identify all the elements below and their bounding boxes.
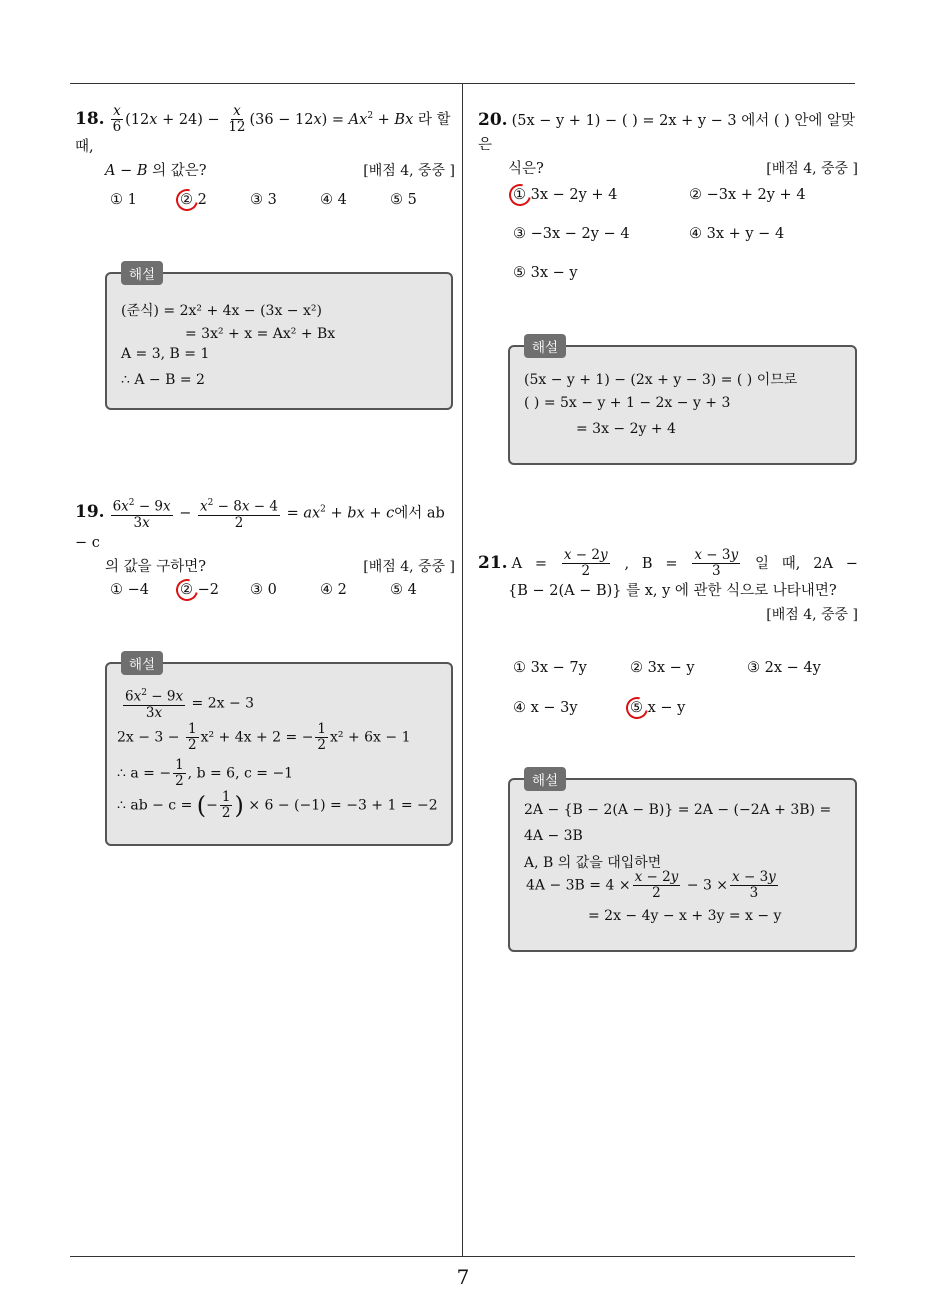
choice-1[interactable]: ① −4 [110,582,149,598]
choice-3[interactable]: ③ −3x − 2y − 4 [513,226,630,242]
stem-line2: 식은? [508,161,544,177]
choice-3[interactable]: ③ 3 [250,192,277,208]
solution-line: 2x − 3 − $\frac{1}{2}$ x² + 4x + 2 = − $\frac{1}{2}$ x² + 6x − 1 [117,721,411,753]
question-number: 21. [478,553,508,573]
question-21-stem: 21. A = $\frac{x - 2y}{2}$ , B = $\frac{x - 3y}{3}$ 일 때, 2A − [478,547,858,579]
score-label: [배점 4, 중중 ] [363,163,455,180]
solution-line: (5x − y + 1) − (2x + y − 3) = ( ) 이므로 [524,372,798,388]
answer-circle-mark [172,575,202,605]
solution-line: A = 3, B = 1 [121,346,210,362]
stem-line2: 의 값을 구하면? [105,558,207,575]
answer-circle-mark [505,180,535,210]
solution-line: 2A − {B − 2(A − B)} = 2A − (−2A + 3B) = [524,802,832,818]
choice-4[interactable]: ④ 4 [320,192,347,208]
solution-line: = 2x − 4y − x + 3y = x − y [588,908,782,924]
choice-5[interactable]: ⑤ 4 [390,582,417,598]
solution-tag: 해설 [121,651,163,675]
solution-line: ∴ ab − c = (− $\frac{1}{2}$ ) × 6 − (−1) = −3 + 1 = −2 [117,789,438,821]
question-20-stem: (5x − y + 1) − ( ) = 2x + y − 3 에서 ( ) 안에 알맞은 [478,113,856,153]
choice-4[interactable]: ④ 3x + y − 4 [689,226,785,242]
stem-tail: 에서 ab − c [75,505,445,551]
choice-1[interactable]: ① 3x − 2y + 4 [513,187,617,203]
question-number: 20. [478,110,508,130]
choice-3[interactable]: ③ 0 [250,582,277,598]
choice-1[interactable]: ① 1 [110,192,137,208]
answer-circle-mark [172,185,202,215]
solution-line: = 3x − 2y + 4 [576,421,676,437]
choice-2[interactable]: ② 2 [180,192,207,208]
solution-line: 4A − 3B = 4 × $\frac{x - 2y}{2}$ − 3 × $\frac{x - 3y}{3}$ [526,869,776,901]
solution-line: $\frac{6x^2 - 9x}{3x}$ = 2x − 3 [125,688,255,721]
question-number: 19. [75,502,105,523]
solution-tag: 해설 [121,261,163,285]
choice-2[interactable]: ② −3x + 2y + 4 [689,187,806,203]
choice-5[interactable]: ⑤ 3x − y [513,265,578,281]
solution-tag: 해설 [524,334,566,358]
question-number: 18. [75,108,105,129]
choice-5[interactable]: ⑤ 5 [390,192,417,208]
solution-line: 4A − 3B [524,828,583,844]
solution-line: ( ) = 5x − y + 1 − 2x − y + 3 [524,395,731,411]
question-18: 18. $\frac{x}{6}$ (12x + 24) − $\frac{x}{12}$ $(36 - 12x) = Ax^2 + Bx$ 라 할 때, A − B 의 값은? [배점 4, 중중 ] [75,104,455,183]
score-label: [배점 4, 중중 ] [766,161,858,177]
question-19 [75,496,455,579]
question-19-stem: 19. $\frac{6x^2 - 9x}{3x}$ − $\frac{x^2 - 8x - 4}{2}$ = $ax^2$ + bx + c에서 ab − c [75,498,445,551]
solution-box-19 [105,657,453,846]
bottom-rule [70,1256,855,1257]
choice-1[interactable]: ① 3x − 7y [513,660,587,676]
solution-box-20 [508,340,857,465]
solution-line: (준식) = 2x² + 4x − (3x − x²) [121,303,322,319]
solution-line: A, B 의 값을 대입하면 [524,855,662,871]
question-18-stem: 18. $\frac{x}{6}$ (12x + 24) − $\frac{x}{12}$ $(36 - 12x) = Ax^2 + Bx$ 라 할 때, [75,103,451,156]
question-20 [478,108,858,181]
solution-box-21 [508,773,857,952]
column-divider [462,83,463,1256]
stem-line2: {B − 2(A − B)} 를 x, y 에 관한 식으로 나타내면? [508,583,837,599]
stem-line2: 의 값은? [152,163,207,180]
score-label: [배점 4, 중중 ] [363,558,455,575]
solution-box-18 [105,267,453,410]
solution-line: ∴ A − B = 2 [121,372,205,388]
score-label: [배점 4, 중중 ] [766,607,858,623]
stem-tail: 라 할 때, [75,111,451,156]
choice-2[interactable]: ② −2 [180,582,219,598]
choice-5[interactable]: ⑤ x − y [630,700,685,716]
choice-4[interactable]: ④ 2 [320,582,347,598]
answer-circle-mark [622,693,652,723]
page-number: 7 [456,1265,470,1289]
choice-2[interactable]: ② 3x − y [630,660,695,676]
question-21 [478,548,858,627]
solution-tag: 해설 [524,767,566,791]
solution-line: = 3x² + x = Ax² + Bx [185,326,336,342]
solution-line: ∴ a = − $\frac{1}{2}$ , b = 6, c = −1 [117,757,294,789]
choice-4[interactable]: ④ x − 3y [513,700,578,716]
choice-3[interactable]: ③ 2x − 4y [747,660,821,676]
